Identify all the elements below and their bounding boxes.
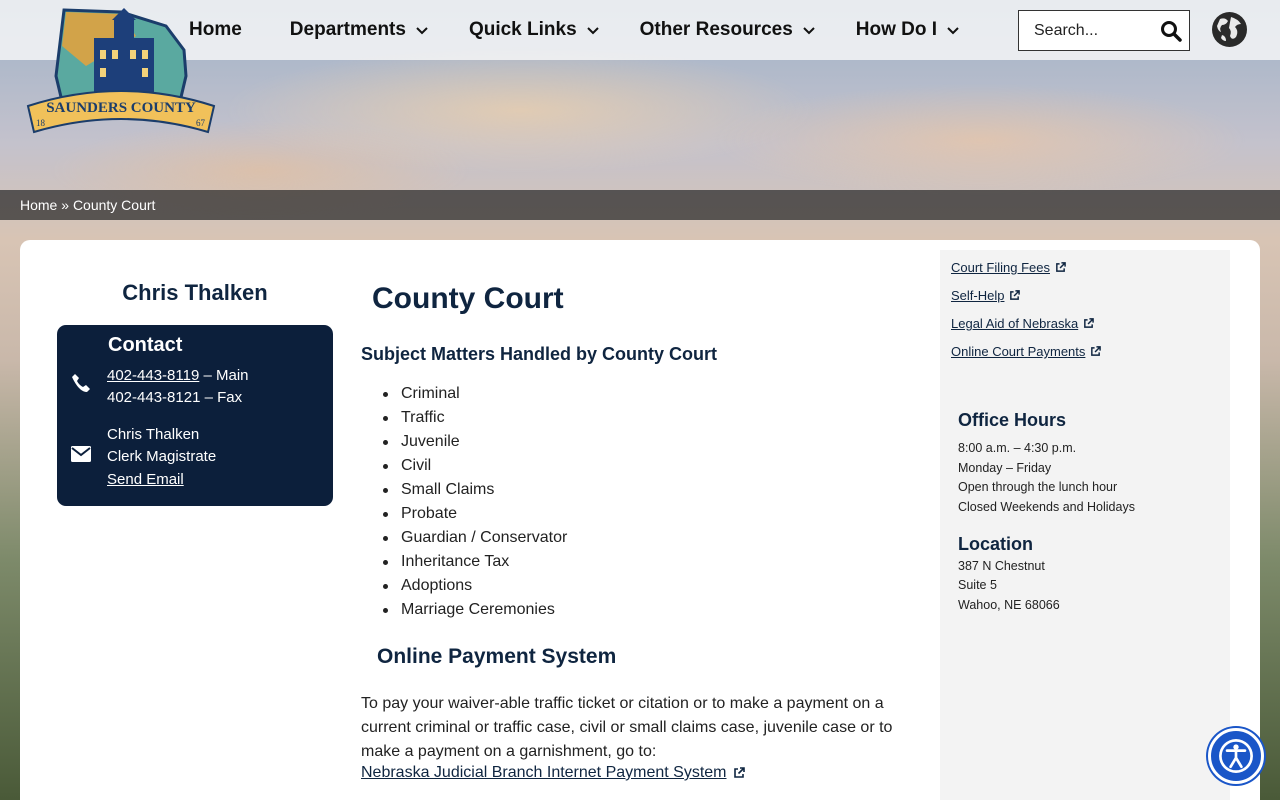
hours-line: Open through the lunch hour	[958, 480, 1118, 494]
right-sidebar	[940, 250, 1230, 800]
hours-line: 8:00 a.m. – 4:30 p.m.	[958, 441, 1077, 455]
nav-departments[interactable]	[290, 19, 429, 41]
nav-home-label: Home	[189, 19, 242, 40]
address-line: Wahoo, NE 68066	[958, 598, 1060, 612]
contact-name: Chris Thalken	[107, 426, 200, 443]
chevron-down-icon	[586, 23, 600, 37]
office-hours-heading: Office Hours	[958, 410, 1067, 430]
address-line: Suite 5	[958, 578, 997, 592]
list-item: Probate	[380, 502, 567, 526]
breadcrumb	[0, 190, 1280, 220]
breadcrumb-separator: »	[57, 197, 73, 213]
external-link-icon	[1090, 346, 1101, 357]
nav-quick-links-label: Quick Links	[468, 19, 577, 40]
external-link-icon	[733, 767, 745, 779]
phone-main-line	[107, 367, 249, 384]
page-title: County Court	[372, 282, 564, 315]
link-court-filing-fees[interactable]	[951, 260, 1066, 275]
send-email-link[interactable]: Send Email	[107, 471, 184, 488]
search-icon[interactable]	[1159, 19, 1183, 43]
nav-how-do-i-label: How Do I	[855, 19, 938, 40]
globe-icon[interactable]	[1211, 11, 1248, 48]
link-self-help-label: Self-Help	[951, 288, 1005, 303]
hours-line: Monday – Friday	[958, 461, 1052, 475]
link-self-help[interactable]	[951, 288, 1020, 303]
list-item: Civil	[380, 454, 567, 478]
phone-icon	[71, 373, 91, 393]
chevron-down-icon	[802, 23, 816, 37]
nav-quick-links[interactable]	[469, 19, 600, 41]
logo-text: SAUNDERS COUNTY	[46, 100, 196, 116]
payment-description: To pay your waiver-able traffic ticket or citation or to make a payment on a current criminal or traffic case, civil or small claims case, juvenile case or to make a payment on a garnishment, go to:	[361, 695, 893, 760]
logo-year-left: 18	[36, 118, 45, 128]
phone-main-link[interactable]: 402-443-8119	[107, 367, 200, 384]
main-nav	[189, 0, 1000, 60]
external-link-icon	[1009, 290, 1020, 301]
search-input[interactable]	[1019, 22, 1154, 40]
link-legal-aid[interactable]	[951, 316, 1094, 331]
contact-title: Contact	[108, 334, 183, 356]
list-item: Inheritance Tax	[380, 550, 567, 574]
contact-role: Clerk Magistrate	[107, 448, 217, 465]
chevron-down-icon	[946, 23, 960, 37]
breadcrumb-current: County Court	[72, 197, 156, 213]
nav-departments-label: Departments	[289, 19, 406, 40]
subject-list	[380, 382, 567, 622]
search-box	[1018, 10, 1190, 51]
payment-system-link-label: Nebraska Judicial Branch Internet Payment System	[361, 764, 727, 781]
list-item: Juvenile	[380, 430, 567, 454]
phone-main-suffix: – Main	[199, 367, 249, 384]
accessibility-icon[interactable]	[1208, 728, 1264, 784]
link-court-filing-fees-label: Court Filing Fees	[951, 260, 1050, 275]
logo-year-right: 67	[196, 118, 205, 128]
contact-box	[57, 325, 333, 506]
breadcrumb-home[interactable]: Home	[20, 197, 58, 213]
saunders-county-logo[interactable]	[26, 6, 216, 136]
external-link-icon	[1083, 318, 1094, 329]
list-item: Adoptions	[380, 574, 567, 598]
list-item: Criminal	[380, 382, 567, 406]
link-online-court-payments[interactable]	[951, 344, 1101, 359]
list-item: Traffic	[380, 406, 567, 430]
envelope-icon	[71, 446, 91, 462]
list-item: Guardian / Conservator	[380, 526, 567, 550]
link-online-court-payments-label: Online Court Payments	[951, 344, 1086, 359]
nav-home[interactable]	[189, 19, 242, 41]
hours-line: Closed Weekends and Holidays	[958, 500, 1135, 514]
list-item: Marriage Ceremonies	[380, 598, 567, 622]
nav-how-do-i[interactable]	[856, 19, 960, 41]
list-item: Small Claims	[380, 478, 567, 502]
nav-other-resources-label: Other Resources	[639, 19, 793, 40]
link-legal-aid-label: Legal Aid of Nebraska	[951, 316, 1079, 331]
online-payment-heading: Online Payment System	[377, 645, 617, 668]
nav-other-resources[interactable]	[640, 19, 816, 41]
person-name: Chris Thalken	[122, 280, 268, 305]
subject-matters-heading: Subject Matters Handled by County Court	[361, 344, 718, 364]
location-heading: Location	[958, 534, 1033, 554]
external-link-icon	[1055, 262, 1066, 273]
address-line: 387 N Chestnut	[958, 559, 1045, 573]
chevron-down-icon	[415, 23, 429, 37]
payment-system-link[interactable]	[361, 764, 745, 782]
phone-fax: 402-443-8121 – Fax	[107, 389, 243, 406]
